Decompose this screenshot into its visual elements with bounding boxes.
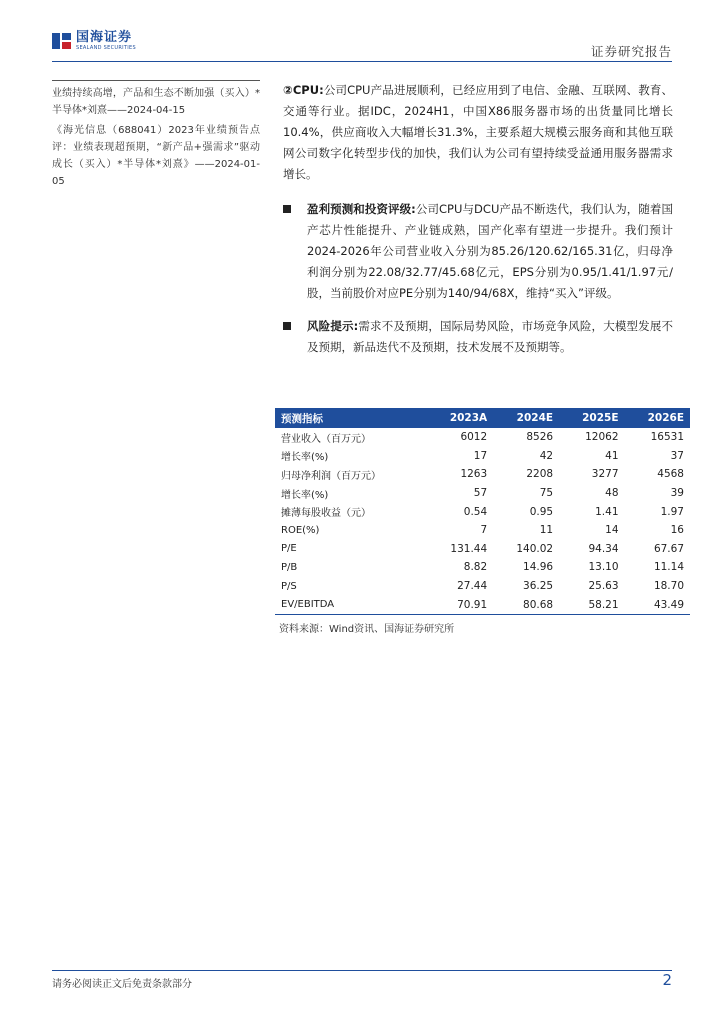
table-row: [275, 577, 690, 596]
related-reports-sidebar: [52, 80, 260, 193]
forecast-text: 公司CPU与DCU产品不断迭代，我们认为，随着国产芯片性能提升、产业链成熟，国产化率有望进一步提升。我们预计2024-2026年公司营业收入分别为85.26/120.62/165.31亿，归母净利润分别为22.08/32.77/45.68亿元，EPS分别为0.95/1.41/1.97元/股，当前股价对应PE分别为140/94/68X，维持“买入”评级。: [307, 202, 673, 300]
row-label-cell: 归母净利润（百万元）: [281, 470, 381, 482]
table-row: [275, 502, 690, 521]
value-cell: 80.68: [493, 595, 559, 614]
value-cell: 14.96: [523, 561, 554, 574]
table-header-row: [275, 408, 690, 428]
bullet-square-icon: [283, 205, 291, 213]
value-cell: 0.54: [463, 505, 488, 518]
value-cell: 7: [480, 524, 488, 537]
row-label-cell: 增长率(%): [281, 489, 329, 501]
logo-icon: [52, 31, 72, 51]
forecast-table-section: [275, 408, 690, 635]
risk-heading: 风险提示:: [307, 319, 359, 333]
row-label-cell: 摊薄每股收益（元）: [281, 508, 371, 520]
main-content: [283, 80, 673, 358]
table-header-cell: 2025E: [582, 412, 619, 424]
value-cell: 57: [473, 487, 488, 500]
value-cell: 18.70: [653, 580, 684, 593]
value-cell: 1.41: [595, 505, 619, 518]
related-report-item: 业绩持续高增，产品和生态不断加强（买入）*半导体*刘熹——2024-04-15: [52, 88, 260, 116]
cpu-text: 公司CPU产品进展顺利，已经应用到了电信、金融、互联网、教育、交通等行业。据IDC，2024H1，中国X86服务器市场的出货量同比增长10.4%，供应商收入大幅增长31.3%，主要系超大规模云服务商和其他互联网公司数字化转型步伐的加快，我们认为公司有望持续受益通用服务器需求增长。: [283, 83, 673, 181]
value-cell: 70.91: [426, 595, 493, 614]
page-number: 2: [662, 971, 672, 989]
value-cell: 58.21: [559, 595, 624, 614]
risk-section: [283, 316, 673, 358]
value-cell: 41: [605, 449, 619, 462]
value-cell: 94.34: [588, 542, 619, 555]
value-cell: 1.97: [660, 505, 684, 518]
row-label-cell: 营业收入（百万元）: [281, 433, 371, 445]
value-cell: 3277: [591, 468, 619, 481]
page-header: [52, 28, 672, 62]
row-label-cell: 增长率(%): [281, 452, 329, 464]
value-cell: 37: [670, 449, 684, 462]
row-label-cell: EV/EBITDA: [275, 595, 426, 614]
logo-english-name: SEALAND SECURITIES: [76, 45, 136, 51]
table-row: [275, 484, 690, 503]
row-label-cell: ROE(%): [281, 524, 320, 536]
bullet-square-icon: [283, 322, 291, 330]
value-cell: 42: [539, 449, 554, 462]
sidebar-divider: [52, 80, 260, 81]
value-cell: 131.44: [450, 542, 488, 555]
value-cell: 43.49: [625, 595, 690, 614]
table-header-cell: 2024E: [516, 412, 554, 424]
risk-text: 需求不及预期，国际局势风险，市场竞争风险，大模型发展不及预期，新品迭代不及预期，技术发展不及预期等。: [307, 319, 673, 354]
value-cell: 25.63: [588, 580, 619, 593]
company-logo: [52, 31, 136, 51]
value-cell: 27.44: [457, 580, 488, 593]
value-cell: 17: [473, 449, 488, 462]
value-cell: 67.67: [653, 542, 684, 555]
table-row: [275, 558, 690, 577]
value-cell: 8526: [526, 431, 554, 444]
value-cell: 16: [670, 524, 684, 537]
table-header-cell: 2026E: [647, 412, 684, 424]
value-cell: 14: [605, 524, 619, 537]
table-row: [275, 521, 690, 540]
row-label-cell: P/B: [281, 561, 298, 573]
value-cell: 36.25: [523, 580, 554, 593]
cpu-paragraph: [283, 80, 673, 185]
value-cell: 16531: [650, 431, 684, 444]
forecast-table: [275, 408, 690, 615]
table-header-cell: 2023A: [449, 412, 488, 424]
value-cell: 4568: [657, 468, 684, 481]
value-cell: 12062: [585, 431, 619, 444]
value-cell: 0.95: [529, 505, 554, 518]
disclaimer-note: 请务必阅读正文后免责条款部分: [52, 979, 192, 990]
table-source-note: 资料来源：Wind资讯、国海证券研究所: [279, 623, 455, 635]
header-divider: [52, 61, 672, 62]
value-cell: 140.02: [516, 542, 554, 555]
logo-name: 国海证券: [76, 30, 133, 45]
value-cell: 11: [539, 524, 554, 537]
table-row: [275, 540, 690, 559]
table-row: [275, 465, 690, 484]
value-cell: 2208: [526, 468, 554, 481]
row-label-cell: P/S: [281, 580, 297, 592]
table-row: [275, 447, 690, 466]
value-cell: 13.10: [588, 561, 619, 574]
footer-divider: [52, 970, 672, 971]
forecast-heading: 盈利预测和投资评级:: [307, 202, 416, 216]
value-cell: 75: [539, 487, 554, 500]
cpu-heading: ②CPU:: [283, 83, 324, 97]
table-body: [275, 428, 690, 614]
row-label-cell: P/E: [281, 543, 297, 555]
related-report-item: 《海光信息（688041）2023年业绩预告点评：业绩表现超预期，“新产品+强需求”驱动成长（买入）*半导体*刘熹》——2024-01-05: [52, 125, 260, 187]
value-cell: 1263: [460, 468, 488, 481]
value-cell: 48: [605, 487, 619, 500]
value-cell: 8.82: [463, 561, 488, 574]
report-type-title: 证券研究报告: [590, 44, 672, 59]
value-cell: 39: [670, 487, 684, 500]
table-row: [275, 428, 690, 447]
forecast-section: [283, 199, 673, 304]
value-cell: 6012: [460, 431, 488, 444]
table-row: [275, 595, 690, 614]
table-header-cell: 预测指标: [281, 412, 323, 425]
value-cell: 11.14: [653, 561, 684, 574]
